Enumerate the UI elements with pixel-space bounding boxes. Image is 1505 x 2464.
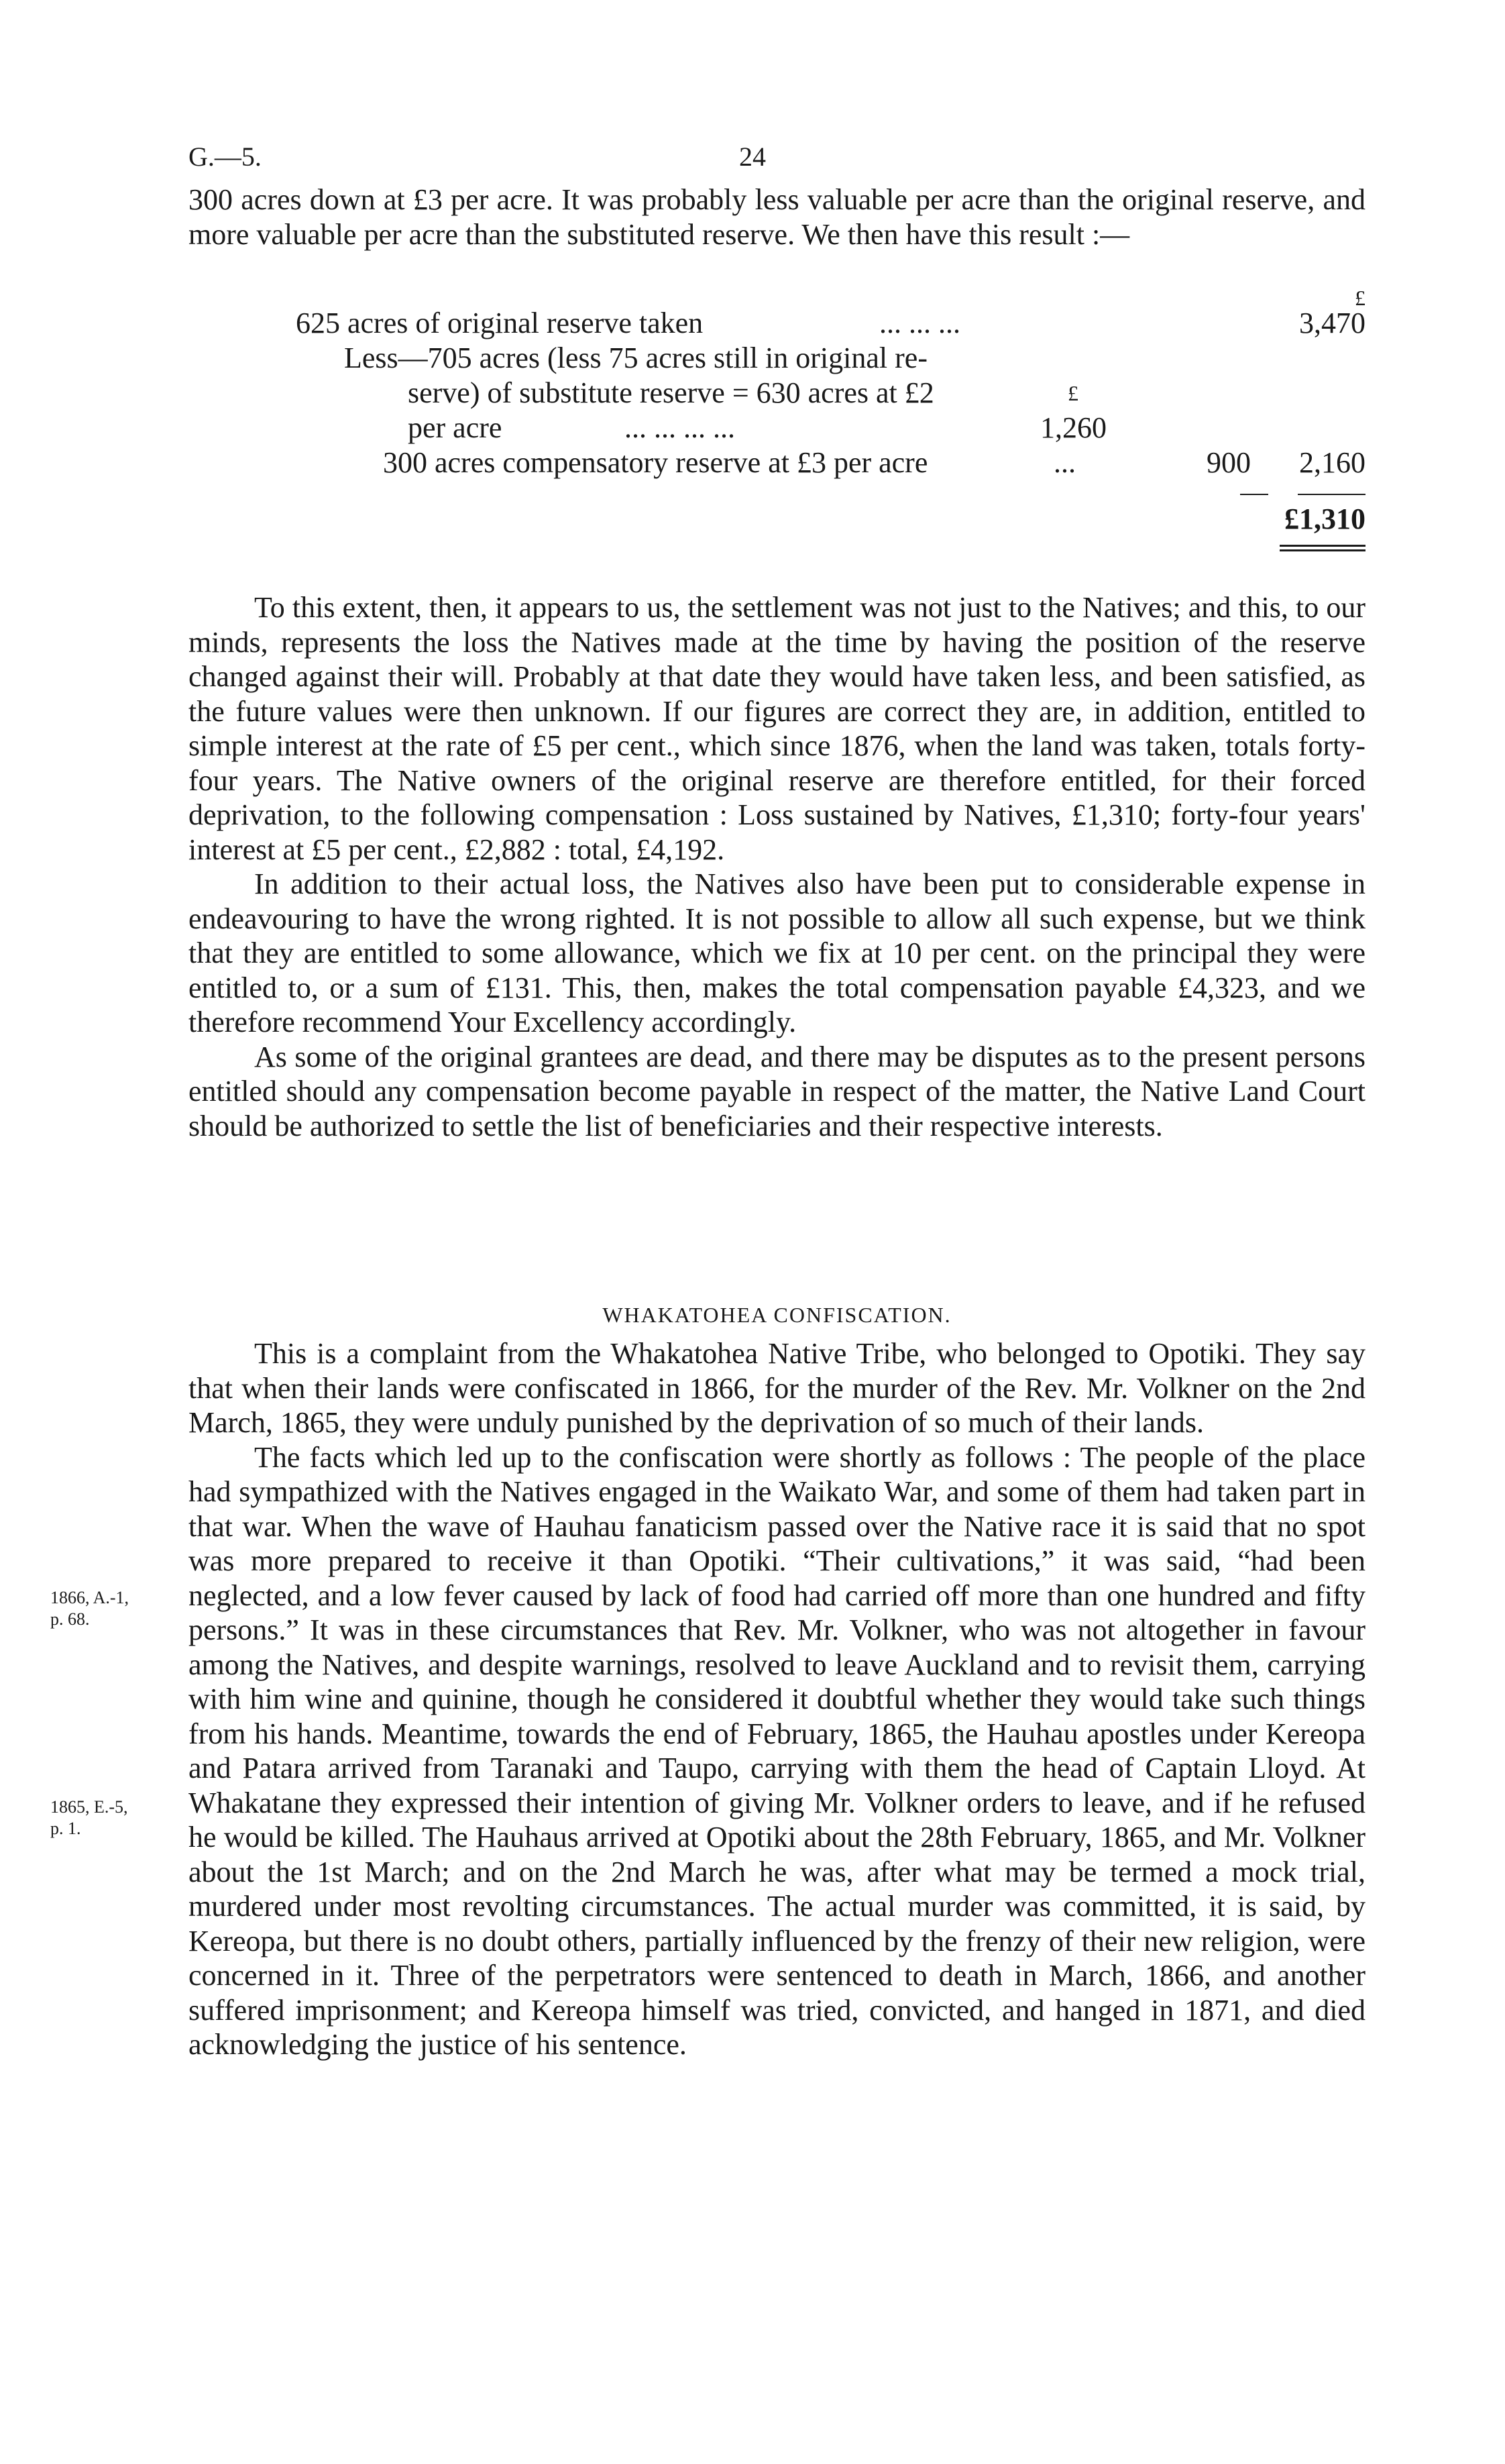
row-label: serve) of substitute reserve = 630 acres at £2 — [408, 376, 934, 409]
paragraph-complaint: This is a complaint from the Whakatohea Native Tribe, who belonged to Opotiki. They say that when their lands were confiscated in 1866, for the murder of the Rev. Mr. Volkner on the 2nd March, 1865, they were unduly punished by the deprivation of so much of their lands. — [188, 1337, 1365, 1439]
currency-symbol-mid: £ — [1068, 381, 1078, 405]
subtotal-rule-right — [1298, 494, 1365, 495]
row-leader-dots: ... ... ... — [879, 307, 960, 339]
paragraph-compensation: To this extent, then, it appears to us, the settlement was not just to the Natives; and this, to our minds, represents the loss the Natives made at the time by having the position of the reserve changed against their will. Probably at that date they would have taken less, and been satisfied, as the future values were then unknown. If our figures are correct they are, in addition, entitled to simple interest at the rate of £5 per cent., which since 1876, when the land was taken, totals forty-four years. The Native owners of the original reserve are therefore entitled, for their forced deprivation, to the following compensation : Loss sustained by Natives, £1,310; forty-four years' interest at £5 per cent., £2,882 : total, £4,192. — [188, 591, 1365, 866]
intro-block — [188, 182, 1365, 252]
result-rule-top — [1280, 545, 1365, 547]
paragraph-facts: The facts which led up to the confiscation were shortly as follows : The people of the place had sympathized with the Natives engaged in the Waikato War, and some of them had taken part in that war. When the wave of Hauhau fanaticism passed over the Native race it is said that no spot was more prepared to receive it than Opotiki. “Their cultivations,” it was said, “had been neglected, and a low fever caused by lack of food had carried off more than one hundred and fifty persons.” It was in these circumstances that Rev. Mr. Volkner, who was not altogether in favour among the Natives, and despite warnings, resolved to leave Auckland and to revisit them, carrying with him wine and quinine, though he considered it doubtful whether they would take such things from his hands. Meantime, towards the end of February, 1865, the Hauhau apostles under Kereopa and Patara arrived from Taranaki and Taupo, carrying with them the head of Captain Lloyd. At Whakatane they expressed their intention of giving Mr. Volkner orders to leave, and if he refused he would be killed. The Hauhaus arrived at Opotiki about the 28th February, 1865, and Mr. Volkner about the 1st March; and on the 2nd March he was, after what may be termed a mock trial, murdered under most revolting circumstances. The actual murder was committed, it is said, by Kereopa, but there is no doubt others, partially influenced by the frenzy of their new religion, were concerned in it. Three of the perpetrators were sentenced to death in March, 1866, and another suffered imprisonment; and Kereopa himself was tried, convicted, and hanged in 1871, and died acknowledging the justice of his sentence. — [188, 1440, 1365, 2061]
margin-note: 1865, E.-5, p. 1. — [50, 1797, 128, 1838]
table-row-less-line1: Less—705 acres (less 75 acres still in original re- — [344, 341, 928, 374]
paragraph-beneficiaries: As some of the original grantees are dead, and there may be disputes as to the present persons entitled should any compensation become payable in respect of the matter, the Native Land Court should be authorized to settle the list of beneficiaries and their respective interests. — [188, 1040, 1365, 1142]
row-label: per acre — [408, 411, 502, 444]
row-total: 2,160 — [1299, 446, 1365, 479]
row-value: 900 — [1207, 446, 1251, 479]
table-row-less-line3 — [408, 411, 1107, 445]
currency-symbol-right: £ — [1355, 286, 1365, 310]
intro-paragraph: 300 acres down at £3 per acre. It was probably less valuable per acre than the original reserve, and more valuable per acre than the substituted reserve. We then have this result :— — [188, 183, 1365, 251]
body-text — [188, 590, 1365, 1143]
margin-note: 1866, A.-1, p. 68. — [50, 1588, 129, 1629]
subtotal-rule-left — [1240, 494, 1268, 495]
table-row-less-line2 — [408, 376, 1105, 411]
document-reference: G.—5. — [188, 142, 262, 172]
page-number: 24 — [739, 142, 766, 172]
row-label: 300 acres compensatory reserve at £3 per acre — [383, 446, 928, 479]
table-row-original-reserve — [296, 306, 1365, 341]
calculation-table — [188, 280, 1365, 576]
row-value: 3,470 — [1299, 307, 1365, 339]
row-value: 1,260 — [1040, 411, 1107, 444]
row-leader-dots: ... — [1054, 446, 1076, 479]
result-rule-bottom — [1280, 549, 1365, 551]
row-leader-dots: ... ... ... ... — [624, 411, 735, 444]
table-result: £1,310 — [1284, 502, 1365, 535]
table-row-compensatory-reserve — [383, 445, 1365, 480]
section-heading: WHAKATOHEA CONFISCATION. — [602, 1303, 952, 1327]
body-text-section — [188, 1336, 1365, 2062]
paragraph-expenses: In addition to their actual loss, the Natives also have been put to considerable expense in endeavouring to have the wrong righted. It is not possible to allow all such expense, but we think that they are entitled to some allowance, which we fix at 10 per cent. on the principal they were entitled to, or a sum of £131. This, then, makes the total compensation payable £4,323, and we therefore recommend Your Excellency accordingly. — [188, 867, 1365, 1038]
row-label: 625 acres of original reserve taken — [296, 307, 704, 339]
